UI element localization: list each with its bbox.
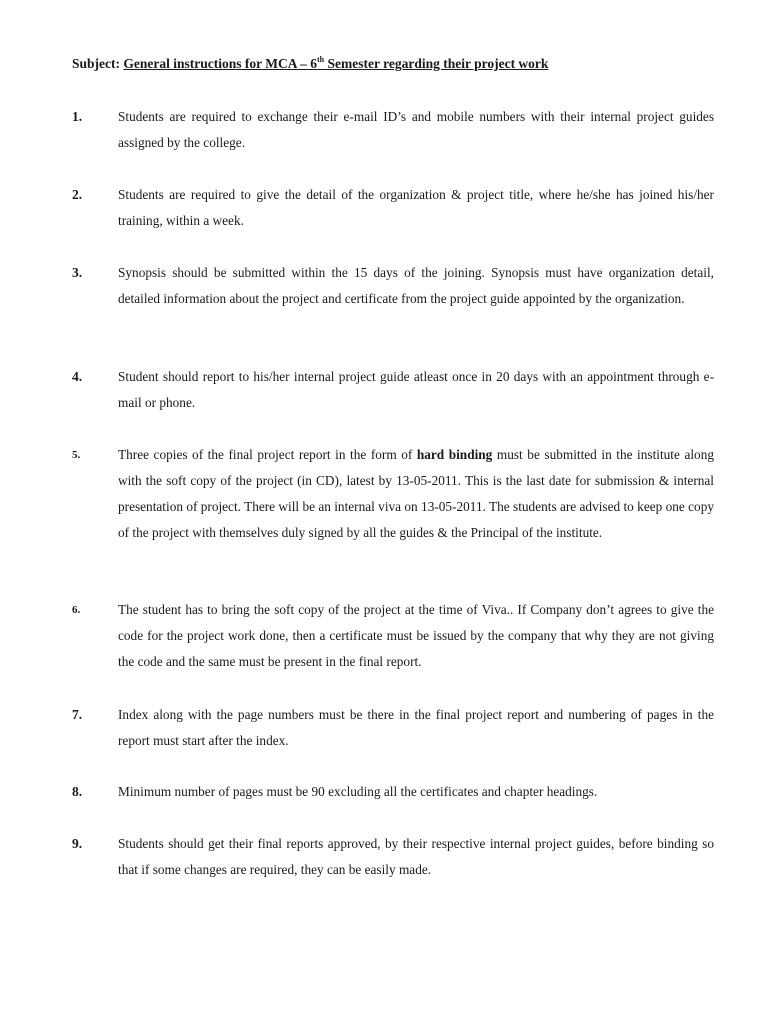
item-text: Student should report to his/her internal project guide atleast once in 20 days with an appointment through e-mail or phone. — [118, 369, 714, 410]
item-text — [118, 442, 714, 546]
item-text: The student has to bring the soft copy of the project at the time of Viva.. If Company don’t agrees to give the code for the project work done, then a certificate must be issued by the company that why they are not giving the code and the same must be present in the final report. — [118, 602, 714, 669]
instruction-item-4 — [72, 364, 714, 416]
item-text: Synopsis should be submitted within the 15 days of the joining. Synopsis must have organization detail, detailed information about the project and certificate from the project guide appointed by the organization. — [118, 265, 714, 306]
instruction-item-6 — [72, 597, 714, 675]
item-number: 6. — [72, 604, 81, 616]
item-number: 7. — [72, 707, 83, 722]
item-text: Minimum number of pages must be 90 excluding all the certificates and chapter headings. — [118, 784, 598, 799]
instruction-item-1 — [72, 104, 714, 156]
instruction-item-9 — [72, 831, 714, 883]
item-number: 8. — [72, 784, 83, 799]
instruction-item-5 — [72, 442, 714, 546]
item-number: 4. — [72, 369, 83, 384]
subject-title-superscript: th — [316, 55, 325, 64]
item-number: 5. — [72, 449, 81, 461]
subject-label: Subject: — [72, 56, 120, 71]
subject-title-part: Semester regarding their project work — [324, 56, 549, 71]
subject-title — [123, 56, 548, 71]
item-text: Students are required to exchange their e-mail ID’s and mobile numbers with their internal project guides assigned by the college. — [118, 109, 714, 150]
item-text: Students should get their final reports approved, by their respective internal project guides, before binding so that if some changes are required, they can be easily made. — [118, 836, 714, 877]
item-number: 1. — [72, 109, 83, 124]
item-text: Index along with the page numbers must be there in the final project report and numbering of pages in the report must start after the index. — [118, 707, 714, 748]
instruction-item-7 — [72, 702, 714, 754]
item-text-part: must be submitted in the institute along with the soft copy of the project (in CD), latest by 13-05-2011. This is the last date for submission & internal presentation of project. There will be an internal viva on 13-05-2011. The students are advised to keep one copy of the project with themselves duly signed by all the guides & the Principal of the institute. — [118, 447, 714, 540]
subject-line — [72, 56, 548, 72]
item-number: 3. — [72, 265, 83, 280]
item-number: 9. — [72, 836, 83, 851]
instruction-item-3 — [72, 260, 714, 312]
instruction-item-2 — [72, 182, 714, 234]
item-text: Students are required to give the detail of the organization & project title, where he/she has joined his/her training, within a week. — [118, 187, 714, 228]
item-text-part: Three copies of the final project report in the form of — [118, 447, 417, 462]
subject-title-part: General instructions for MCA – 6 — [123, 56, 317, 71]
item-number: 2. — [72, 187, 83, 202]
instruction-item-8 — [72, 779, 714, 805]
item-text-bold: hard binding — [416, 447, 493, 462]
